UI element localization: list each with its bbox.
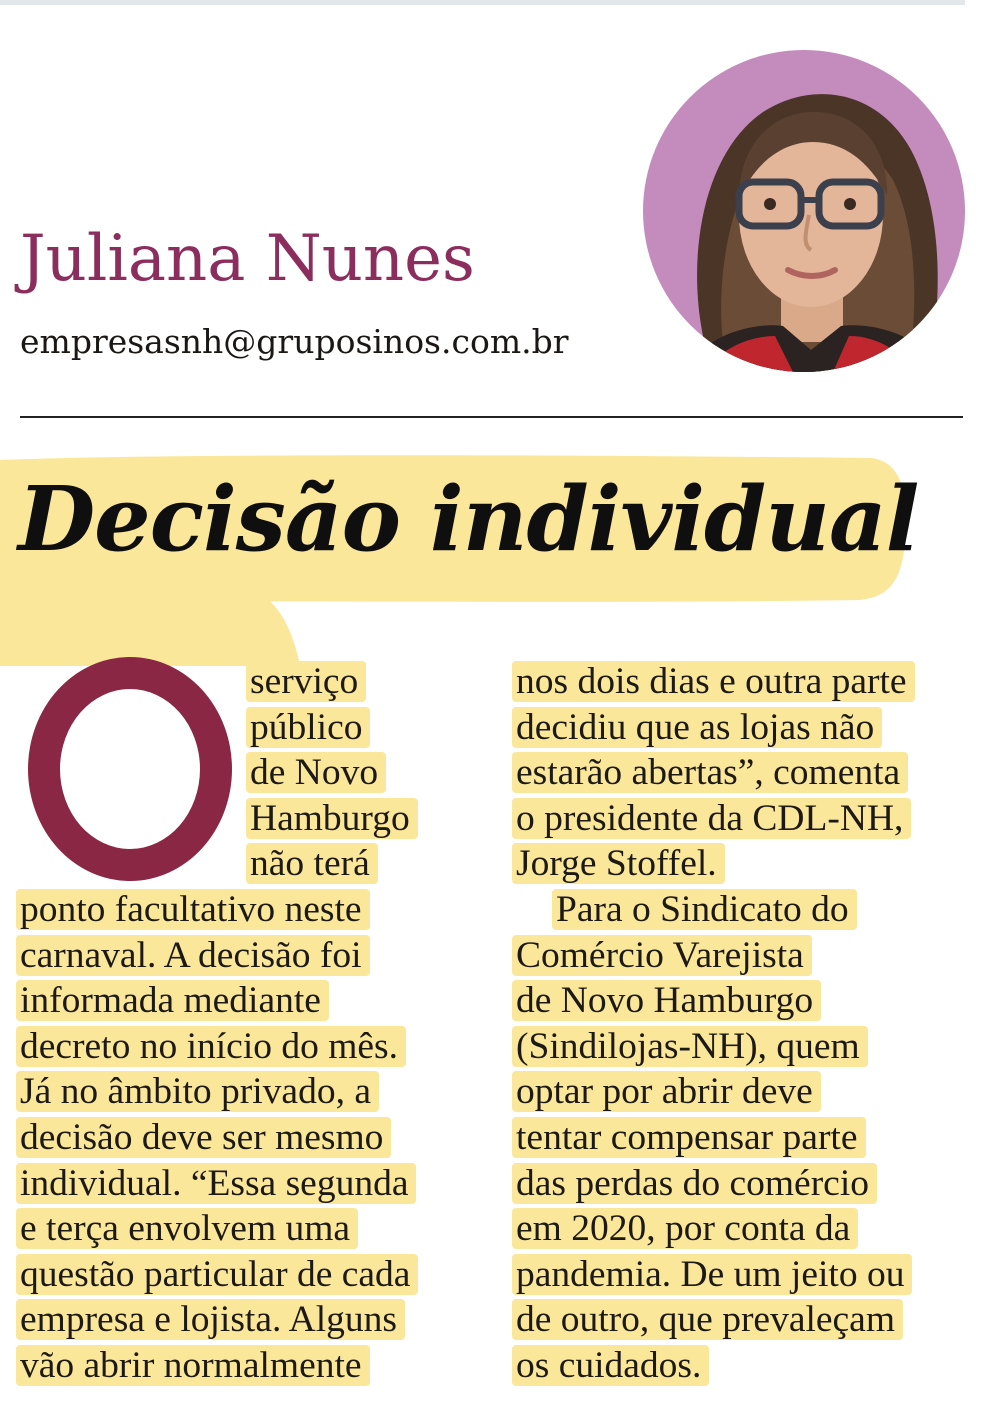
article-title: Decisão individual [18, 466, 919, 571]
text-line: em 2020, por conta da [516, 1206, 915, 1252]
text-line: nos dois dias e outra parte [516, 659, 915, 705]
text-line: das perdas do comércio [516, 1161, 915, 1207]
text-line: o presidente da CDL-NH, [516, 796, 915, 842]
drop-cap-o [28, 657, 232, 881]
text-line: informada mediante [20, 978, 418, 1024]
text-line: Hamburgo [250, 796, 418, 842]
text-line: vão abrir normalmente [20, 1343, 418, 1389]
text-line: ponto facultativo neste [20, 887, 418, 933]
dropcap-highlight [0, 586, 300, 666]
column-2 [516, 659, 915, 1389]
text-line: Já no âmbito privado, a [20, 1069, 418, 1115]
text-line: pandemia. De um jeito ou [516, 1252, 915, 1298]
text-line: (Sindilojas-NH), quem [516, 1024, 915, 1070]
text-line: de Novo Hamburgo [516, 978, 915, 1024]
text-line: individual. “Essa segunda [20, 1161, 418, 1207]
text-line: estarão abertas”, comenta [516, 750, 915, 796]
text-line: Comércio Varejista [516, 933, 915, 979]
text-line: decreto no início do mês. [20, 1024, 418, 1070]
text-line: de outro, que prevaleçam [516, 1297, 915, 1343]
text-line: Jorge Stoffel. [516, 841, 915, 887]
text-line: empresa e lojista. Alguns [20, 1297, 418, 1343]
text-line: serviço [250, 659, 418, 705]
text-line: questão particular de cada [20, 1252, 418, 1298]
column-1 [20, 887, 418, 1389]
author-portrait-illustration [643, 50, 965, 372]
author-email: empresasnh@gruposinos.com.br [20, 322, 569, 361]
text-line: tentar compensar parte [516, 1115, 915, 1161]
text-line: os cuidados. [516, 1343, 915, 1389]
text-line: público [250, 705, 418, 751]
text-line: decisão deve ser mesmo [20, 1115, 418, 1161]
top-border-line [0, 0, 965, 5]
text-line: não terá [250, 841, 418, 887]
author-photo [643, 50, 965, 372]
text-line: optar por abrir deve [516, 1069, 915, 1115]
header-divider [20, 416, 963, 418]
text-line: carnaval. A decisão foi [20, 933, 418, 979]
text-line: e terça envolvem uma [20, 1206, 418, 1252]
text-line: de Novo [250, 750, 418, 796]
text-line: decidiu que as lojas não [516, 705, 915, 751]
author-name: Juliana Nunes [20, 222, 475, 296]
paragraph-start-line: Para o Sindicato do [516, 887, 915, 933]
column-1-beside-dropcap [250, 659, 418, 887]
